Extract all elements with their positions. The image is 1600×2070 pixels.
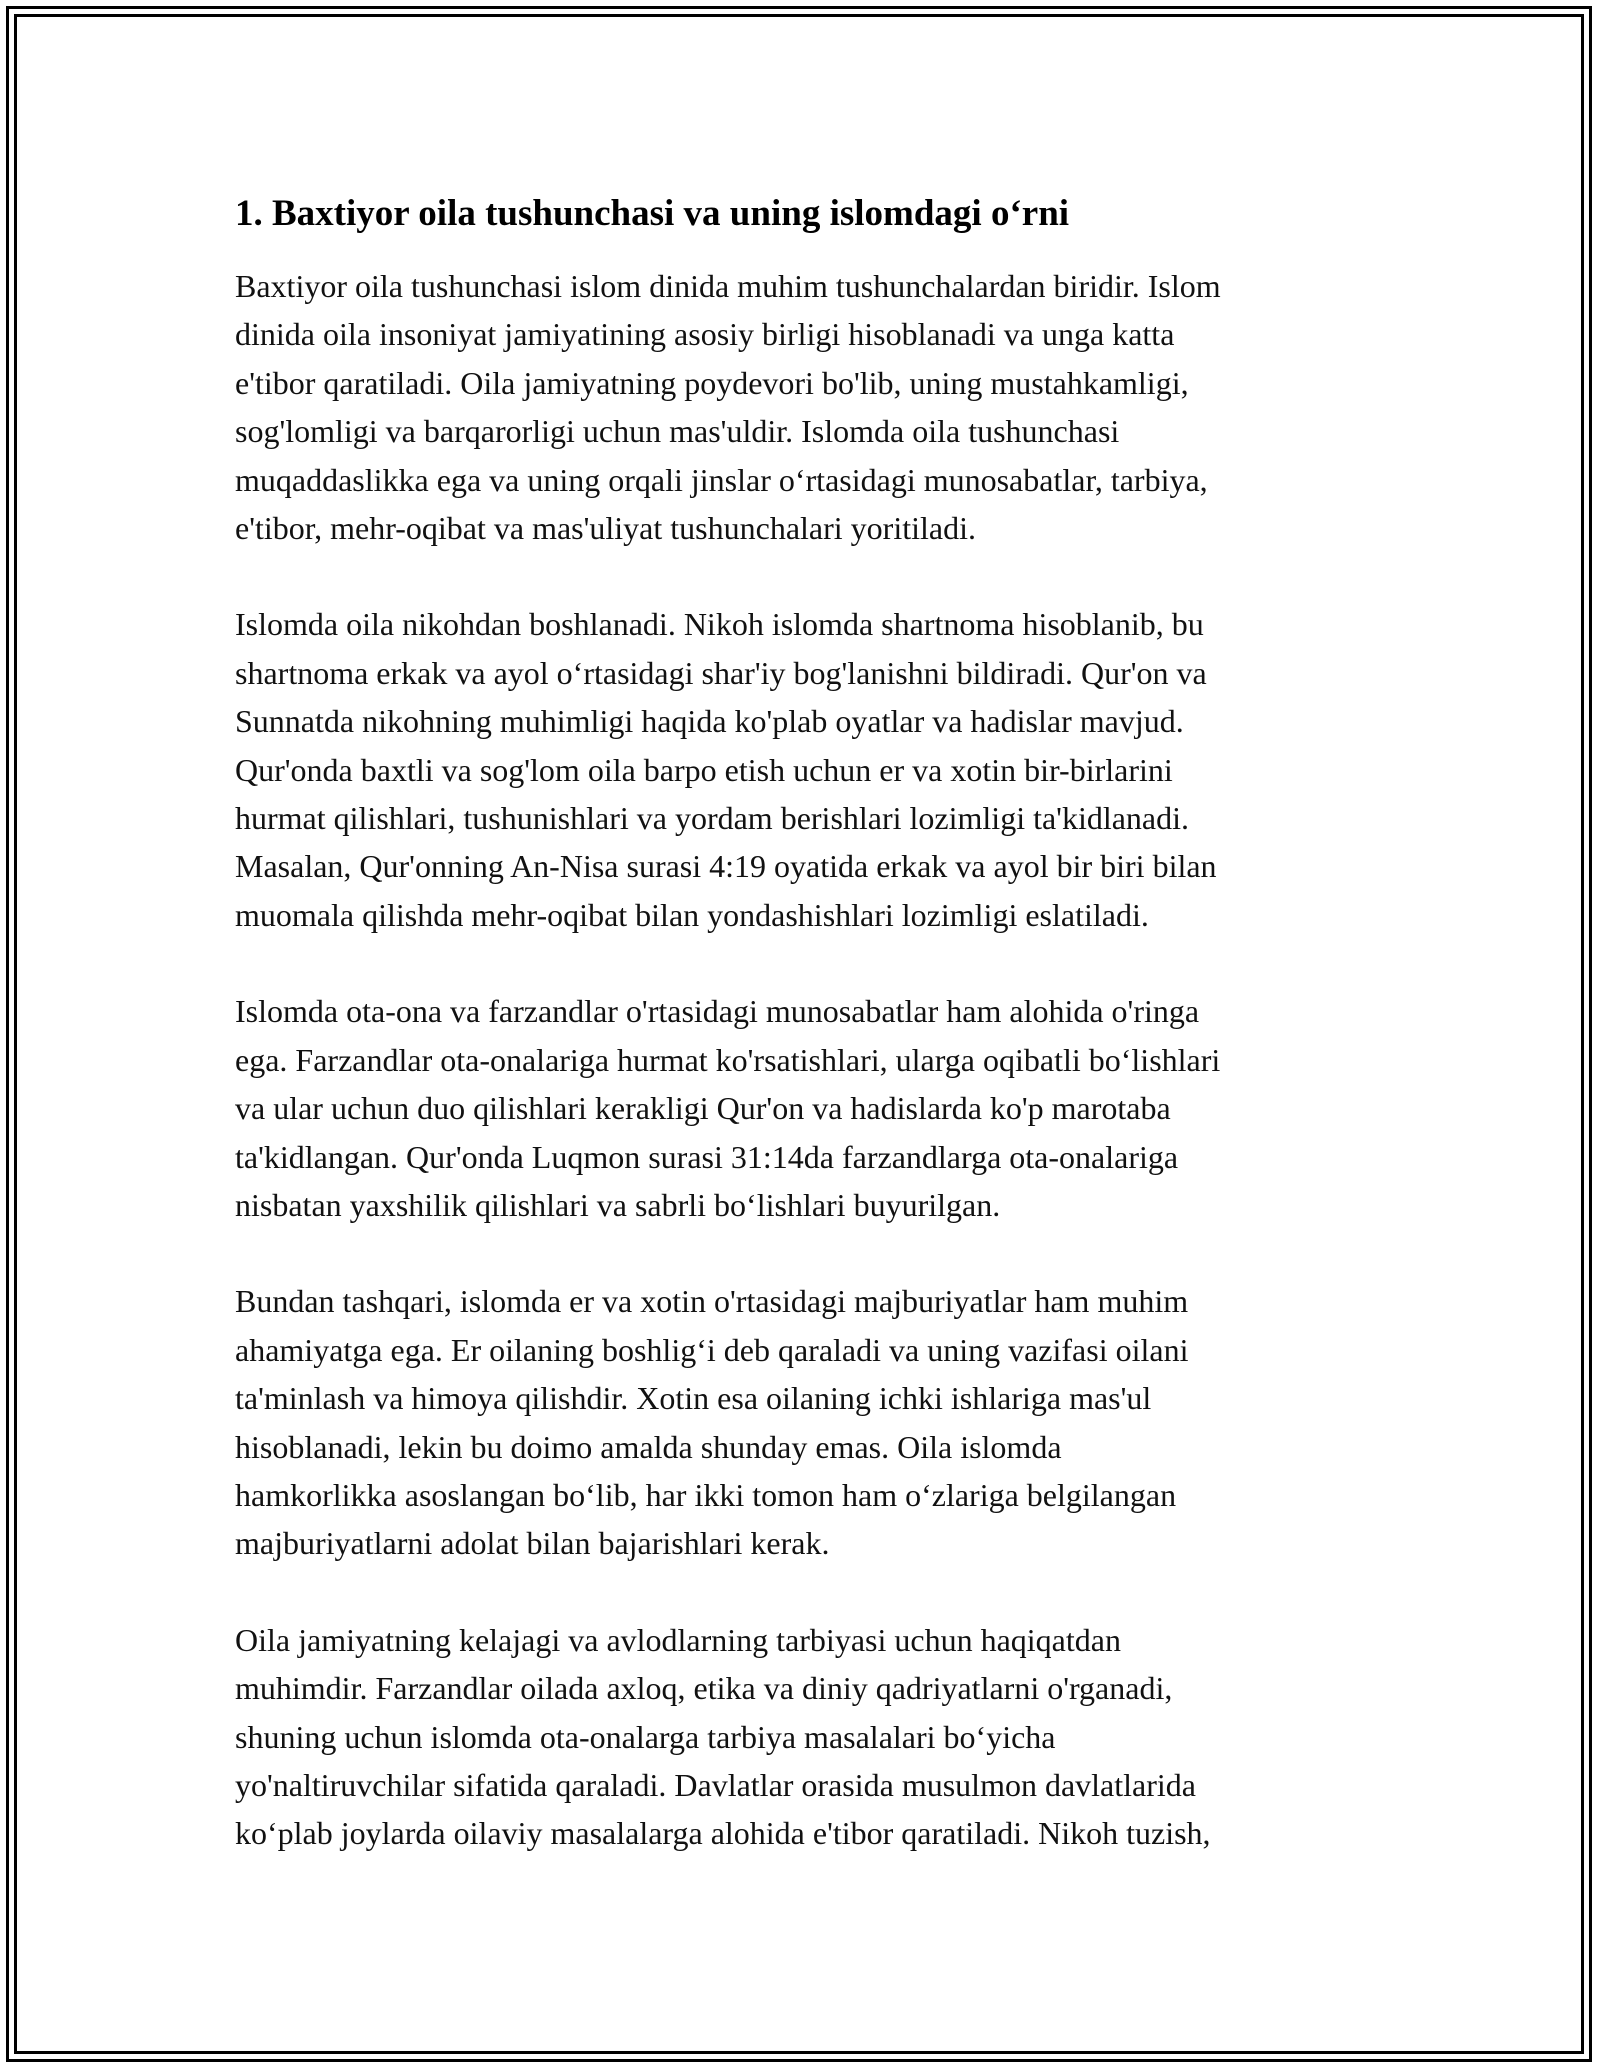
paragraph-4: Bundan tashqari, islomda er va xotin o'rtasidagi majburiyatlar ham muhim ahamiyatga ega. Er oilaning boshlig‘i deb qaraladi va uning vazifasi oilani ta'minlash va himoya qilishdir. Xotin esa oilaning ichki ishlariga mas'ul hisoblanadi, lekin bu doimo amalda shunday emas. Oila islomda hamkorlikka asoslangan bo‘lib, har ikki tomon ham o‘zlariga belgilangan majburiyatlarni adolat bilan bajarishlari kerak.: [235, 1283, 1189, 1562]
paragraph-3: Islomda ota-ona va farzandlar o'rtasidagi munosabatlar ham alohida o'ringa ega. Farzandlar ota-onalariga hurmat ko'rsatishlari, ularga oqibatli bo‘lishlari va ular uchun duo qilishlari kerakligi Qur'on va hadislarda ko'p marotaba ta'kidlangan. Qur'onda Luqmon surasi 31:14da farzandlarga ota-onalariga nisbatan yaxshilik qilishlari va sabrli bo‘lishlari buyurilgan.: [235, 993, 1221, 1223]
paragraph-5: Oila jamiyatning kelajagi va avlodlarning tarbiyasi uchun haqiqatdan muhimdir. Farzandlar oilada axloq, etika va diniy qadriyatlarni o'rganadi, shuning uchun islomda ota-onalarga tarbiya masalalari bo‘yicha yo'naltiruvchilar sifatida qaraladi. Davlatlar orasida musulmon davlatlarida ko‘plab joylarda oilaviy masalalarga alohida e'tibor qaratiladi. Nikoh tuzish,: [235, 1621, 1211, 1852]
document-body: [235, 188, 1375, 1906]
section-heading: 1. Baxtiyor oila tushunchasi va uning islomdagi o‘rni: [235, 193, 1070, 234]
paragraph-1: Baxtiyor oila tushunchasi islom dinida muhim tushunchalardan biridir. Islom dinida oila insoniyat jamiyatining asosiy birligi hisoblanadi va unga katta e'tibor qaratiladi. Oila jamiyatning poydevori bo'lib, uning mustahkamligi, sog'lomligi va barqarorligi uchun mas'uldir. Islomda oila tushunchasi muqaddaslikka ega va uning orqali jinslar o‘rtasidagi munosabatlar, tarbiya, e'tibor, mehr-oqibat va mas'uliyat tushunchalari yoritiladi.: [235, 268, 1221, 547]
paragraph-2: Islomda oila nikohdan boshlanadi. Nikoh islomda shartnoma hisoblanib, bu shartnoma erkak va ayol o‘rtasidagi shar'iy bog'lanishni bildiradi. Qur'on va Sunnatda nikohning muhimligi haqida ko'plab oyatlar va hadislar mavjud. Qur'onda baxtli va sog'lom oila barpo etish uchun er va xotin bir-birlarini hurmat qilishlari, tushunishlari va yordam berishlari lozimligi ta'kidlanadi. Masalan, Qur'onning An-Nisa surasi 4:19 oyatida erkak va ayol bir biri bilan muomala qilishda mehr-oqibat bilan yondashishlari lozimligi eslatiladi.: [235, 606, 1217, 933]
